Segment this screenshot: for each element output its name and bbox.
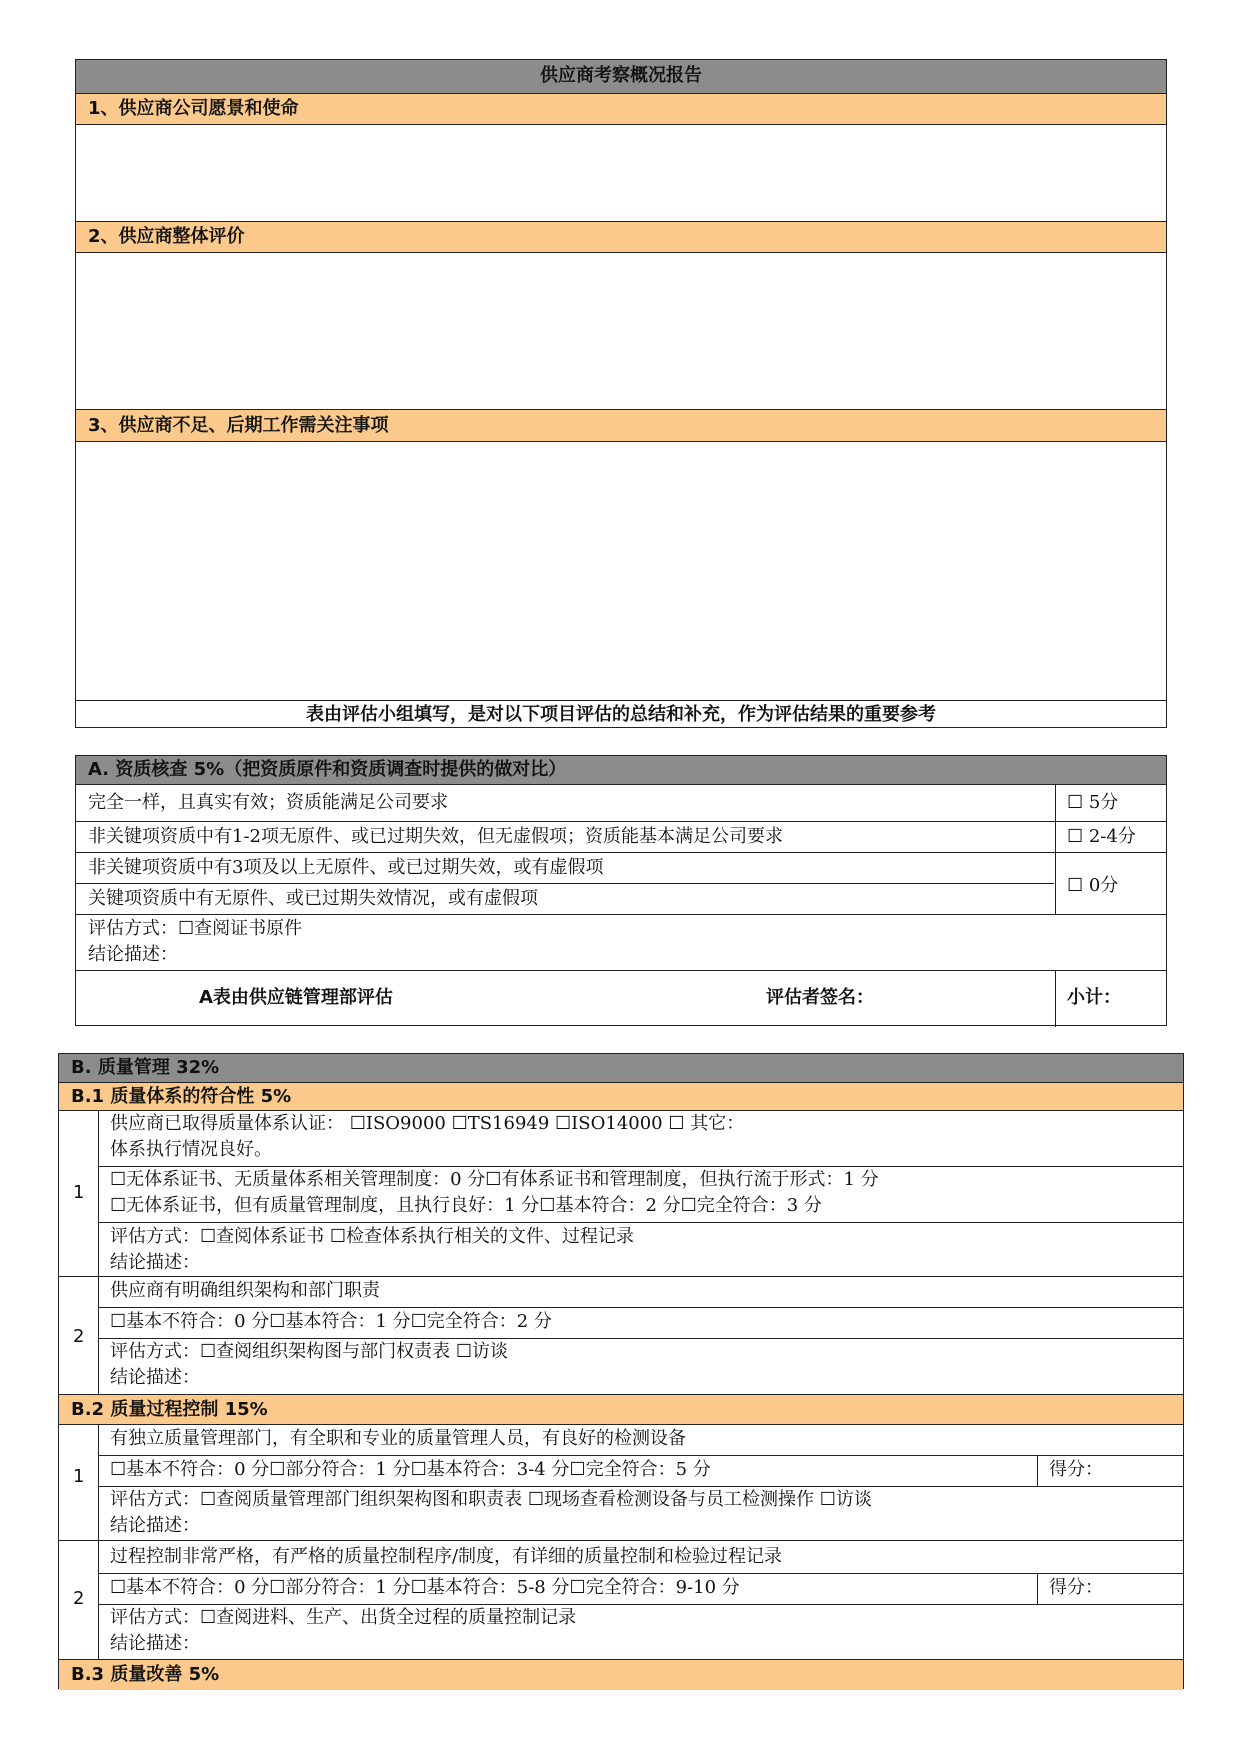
b1-item-2-conclusion: 结论描述： [110, 1367, 200, 1388]
report-footer-row [76, 700, 1166, 729]
section-b2-header [59, 1394, 1183, 1424]
b2-item-1-conclusion: 结论描述： [110, 1515, 200, 1536]
section-2-content[interactable] [76, 252, 1166, 409]
section-2-label: 2、供应商整体评价 [88, 226, 245, 247]
section-a-option-text: 关键项资质中有无原件、或已过期失效情况，或有虚假项 [88, 888, 538, 909]
b1-item-2-score-options[interactable]: ☐基本不符合：0 分☐基本符合：1 分☐完全符合：2 分 [110, 1311, 552, 1332]
b1-item-1-requirement[interactable]: 供应商已取得质量体系认证： ☐ISO9000 ☐TS16949 ☐ISO14000 ☐ 其它： [110, 1113, 745, 1134]
section-a-method[interactable]: 评估方式：☐查阅证书原件 [88, 918, 303, 939]
section-b-header [59, 1054, 1183, 1082]
number-column-divider [98, 1541, 99, 1659]
section-1-label: 1、供应商公司愿景和使命 [88, 98, 299, 119]
section-3-content[interactable] [76, 441, 1166, 700]
b1-item-1-conclusion: 结论描述： [110, 1252, 200, 1273]
b2-item-2-score[interactable]: 得分： [1049, 1577, 1103, 1598]
b2-item-2-conclusion: 结论描述： [110, 1633, 200, 1654]
section-3-header [76, 409, 1166, 441]
section-a-conclusion: 结论描述： [88, 944, 178, 965]
b1-item-1 [59, 1110, 1183, 1276]
report-title-row [76, 60, 1166, 93]
section-a-option-text: 非关键项资质中有3项及以上无原件、或已过期失效，或有虚假项 [88, 857, 604, 878]
section-a-option-row [76, 821, 1166, 852]
b2-item-1-method[interactable]: 评估方式：☐查阅质量管理部门组织架构图和职责表 ☐现场查看检测设备与员工检测操作 ☐访谈 [110, 1489, 872, 1510]
section-b-table [58, 1053, 1184, 1689]
section-a-subtotal[interactable]: 小计： [1067, 987, 1121, 1008]
b2-item-1-score[interactable]: 得分： [1049, 1459, 1103, 1480]
number-column-divider [98, 1277, 99, 1394]
section-b1-header [59, 1082, 1183, 1110]
b1-item-1-score-options[interactable]: ☐无体系证书、无质量体系相关管理制度：0 分☐有体系证书和管理制度，但执行流于形式：1 分 [110, 1169, 879, 1190]
b1-item-1-number: 1 [73, 1182, 85, 1203]
b2-item-2-score-options[interactable]: ☐基本不符合：0 分☐部分符合：1 分☐基本符合：5-8 分☐完全符合：9-10 分 [110, 1577, 740, 1598]
section-a-score-option[interactable]: ☐ 0分 [1067, 875, 1119, 896]
section-a-assessor: A表由供应链管理部评估 [199, 987, 393, 1008]
section-a-option-row [76, 852, 1166, 883]
section-a-score-divider [1055, 784, 1056, 914]
b2-item-2 [59, 1540, 1183, 1659]
section-a-method-row [76, 914, 1166, 970]
section-1-header [76, 93, 1166, 124]
b2-item-1-number: 1 [73, 1466, 85, 1487]
b1-item-1-method[interactable]: 评估方式：☐查阅体系证书 ☐检查体系执行相关的文件、过程记录 [110, 1226, 634, 1247]
section-a-header [76, 756, 1166, 784]
b1-item-2-method[interactable]: 评估方式：☐查阅组织架构图与部门权责表 ☐访谈 [110, 1341, 508, 1362]
section-a-score-option[interactable]: ☐ 2-4分 [1067, 826, 1136, 847]
number-column-divider [98, 1425, 99, 1540]
b2-item-1 [59, 1424, 1183, 1540]
section-3-label: 3、供应商不足、后期工作需关注事项 [88, 415, 389, 436]
section-a-option-text: 完全一样，且真实有效；资质能满足公司要求 [88, 792, 448, 813]
b2-item-2-requirement: 过程控制非常严格，有严格的质量控制程序/制度，有详细的质量控制和检验过程记录 [110, 1546, 783, 1567]
b1-item-2-requirement: 供应商有明确组织架构和部门职责 [110, 1280, 380, 1301]
section-b-title: B. 质量管理 32% [71, 1057, 220, 1078]
b2-item-2-method[interactable]: 评估方式：☐查阅进料、生产、出货全过程的质量控制记录 [110, 1607, 577, 1628]
b2-item-2-number: 2 [73, 1588, 85, 1609]
section-b2-title: B.2 质量过程控制 15% [71, 1399, 268, 1420]
number-column-divider [98, 1111, 99, 1276]
section-a-sign-row [76, 970, 1166, 1027]
section-a-subtotal-divider [1055, 971, 1056, 1027]
b1-item-2 [59, 1276, 1183, 1394]
b2-item-1-score-options[interactable]: ☐基本不符合：0 分☐部分符合：1 分☐基本符合：3-4 分☐完全符合：5 分 [110, 1459, 711, 1480]
section-1-content[interactable] [76, 124, 1166, 221]
b2-item-1-requirement: 有独立质量管理部门，有全职和专业的质量管理人员，有良好的检测设备 [110, 1428, 686, 1449]
section-a-score-option[interactable]: ☐ 5分 [1067, 792, 1119, 813]
section-a-option-row [76, 784, 1166, 821]
section-a-signature[interactable]: 评估者签名： [766, 987, 874, 1008]
section-a-title: A. 资质核查 5%（把资质原件和资质调查时提供的做对比） [88, 759, 567, 780]
b1-item-2-number: 2 [73, 1326, 85, 1347]
report-footer-note: 表由评估小组填写，是对以下项目评估的总结和补充，作为评估结果的重要参考 [306, 704, 936, 725]
section-b1-title: B.1 质量体系的符合性 5% [71, 1086, 292, 1107]
report-title: 供应商考察概况报告 [540, 65, 702, 86]
section-b3-header [59, 1659, 1183, 1690]
section-a-table [75, 755, 1167, 1026]
section-2-header [76, 221, 1166, 252]
section-b3-title: B.3 质量改善 5% [71, 1664, 220, 1685]
report-summary-table [75, 59, 1167, 728]
section-a-option-text: 非关键项资质中有1-2项无原件、或已过期失效，但无虚假项；资质能基本满足公司要求 [88, 826, 783, 847]
b1-item-1-requirement-2: 体系执行情况良好。 [110, 1139, 272, 1160]
b1-item-1-score-options-2[interactable]: ☐无体系证书，但有质量管理制度，且执行良好：1 分☐基本符合：2 分☐完全符合：3 分 [110, 1195, 822, 1216]
section-a-option-row [76, 883, 1054, 914]
